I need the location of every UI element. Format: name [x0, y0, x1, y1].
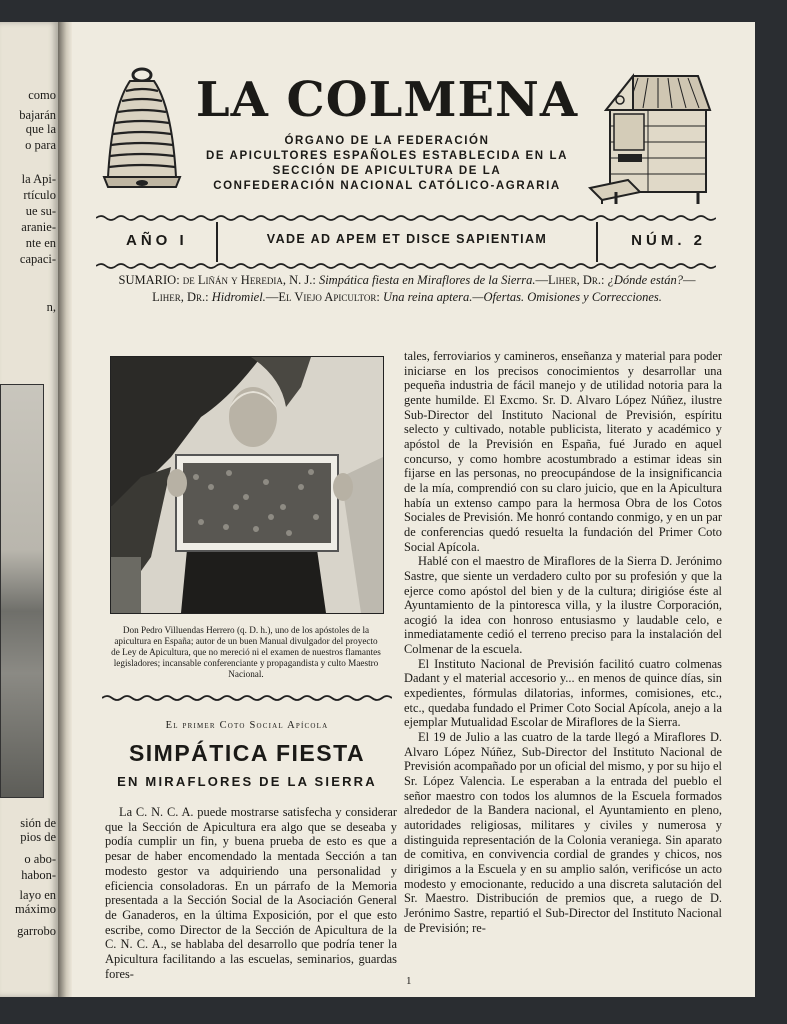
toc-title: Simpática fiesta en Miraflores de la Sierra.: [318, 273, 536, 287]
subtitle-line: SECCIÓN DE APICULTURA DE LA: [272, 165, 502, 177]
article-kicker: El primer Coto Social Apícola: [165, 720, 329, 731]
left-page-photo: [0, 384, 44, 798]
toc-title: ¿Dónde están?: [607, 273, 683, 287]
table-of-contents: [112, 272, 702, 306]
left-page-fragment: o abo-: [24, 852, 56, 866]
left-page-fragment: capaci-: [19, 252, 56, 266]
decorative-rule: [96, 214, 716, 222]
newspaper-page: [72, 22, 755, 997]
sumario-label: SUMARIO:: [118, 273, 180, 287]
page-number: 1: [406, 975, 412, 987]
skep-beehive-icon: [102, 67, 182, 195]
paragraph: El Instituto Nacional de Previsión facilitó cuatro colmenas Dadant y el material accesorio y... en menos de quince días, sin expedientes, fórmulas dilatorias, informes, comisiones, etc., etc., quedaba fundado el Primer Coto Social Apícola, anejo a la ejemplar Mutualidad Escolar de Miraflores de la Sierra.: [404, 656, 722, 730]
left-page-fragment: sión de: [20, 816, 56, 830]
toc-author: de Liñán y Heredia, N. J.:: [182, 273, 316, 287]
paragraph: Hablé con el maestro de Miraflores de la Sierra D. Jerónimo Sastre, que siente un verdadero culto por su profesión y que la ejerce como apóstol del bien y de la cultura; dirigióse éste al Ayuntamiento de la pintoresca villa, y la ilustre Corporación, acogió la idea con honroso entusiasmo y laudable celo, e inmediatamente cedió el terreno preciso para la instalación del Colmenar de la escuela.: [404, 554, 722, 657]
masthead: [187, 72, 587, 194]
article-column-2: [404, 349, 722, 935]
divider: [596, 222, 598, 262]
left-page-fragment: la Api-: [21, 172, 56, 186]
issue-number: NÚM. 2: [631, 232, 706, 249]
left-page-fragment: garrobo: [17, 924, 56, 938]
decorative-rule: [102, 694, 392, 702]
year-label: AÑO I: [126, 232, 188, 249]
left-page-fragment: n,: [46, 300, 56, 314]
paragraph: El 19 de Julio a las cuatro de la tarde llegó a Miraflores D. Alvaro López Núñez, Sub-Director del Instituto Nacional de Previsión acompañado por un oficial del mismo, y por su hijo el Sr. López Valencia. Le esperaban a la entrada del pueblo el señor maestro con todos los alumnos de la Escuela formados alrededor de la Bandera nacional, el Ayuntamiento en pleno, autoridades religiosas, militares y civiles y numerosa y distinguida representación de la Colonia veraniega. Sin aparato de comitiva, en convivencia cordial de grandes y chicos, nos dirigimos a la Escuela y en su amplio salón, verificóse un acto modesto y emocionante, reducido a una discreta salutación del Sr. Maestro. Distribución de premios que, a ruego de D. Jerónimo Sastre, repartió el Sub-Director del Instituto Nacional de Previsión; re-: [404, 730, 722, 935]
beekeeper-photo: [110, 356, 384, 614]
subtitle-line: DE APICULTORES ESPAÑOLES ESTABLECIDA EN LA: [206, 150, 568, 162]
left-page-fragment: o para: [25, 138, 56, 152]
left-page-fragment: bajarán: [19, 108, 56, 122]
issue-info-bar: [96, 222, 716, 264]
paragraph: La C. N. C. A. puede mostrarse satisfecha y considerar que la Sección de Apicultura era algo que se deseaba y podía cumplir un fin, y buena prueba de esto es que a pesar de haber encomendado la mentada Sección a tan modesto gestor va adquiriendo una personalidad y eficiencia consoladoras. En un párrafo de la Memoria presentada a la Sección Social de la Asociación General de Ganaderos, en la última Exposición, por el que esto escribe, como Director de la Sección de Apicultura de la C. N. C. A., se hablaba del desarrollo que podría tener la Apicultura facilitando a las escuelas, seminarios, guardas fores-: [105, 805, 397, 981]
left-page-fragment: layo en: [19, 888, 56, 902]
left-page-fragment: rtículo: [23, 188, 56, 202]
toc-author: —El Viejo Apicultor:: [265, 290, 380, 304]
photo-caption: Don Pedro Villuendas Herrero (q. D. h.), uno de los apóstoles de la apicultura en España; autor de un buen Manual divulgador del proyecto de Ley de Apicultura, que no mereció ni el examen de nuestros flamantes legisladores; incansable conferenciante y propagandista y culto Maestro Nacional.: [111, 625, 381, 679]
toc-title: Una reina aptera.—Ofertas.: [382, 290, 525, 304]
left-page-fragment: como: [28, 88, 56, 102]
toc-title: Omisiones y Correcciones.: [527, 290, 662, 304]
article-subheadline: EN MIRAFLORES DE LA SIERRA: [117, 774, 377, 789]
subtitle-line: ÓRGANO DE LA FEDERACIÓN: [284, 135, 490, 147]
subtitle-line: CONFEDERACIÓN NACIONAL CATÓLICO-AGRARIA: [213, 180, 561, 192]
motto: VADE AD APEM ET DISCE SAPIENTIAM: [266, 232, 548, 246]
paragraph: tales, ferroviarios y camineros, enseñanza y material para poder iniciarse en los precisos conocimientos y desarrollar una pequeña industria de fácil manejo y de utilidad notoria para la gente humilde. El Excmo. Sr. D. Alvaro López Núñez, ilustre Sub-Director del Instituto Nacional de Previsión, espíritu selecto y cultivado, notable publicista, literato y académico y apóstol de la Previsión en España, fué Jurado en aquel concurso, y como hombre acostumbrado a estimar ideas sin fijarse en las personas, no preocupándose de la insignificancia de la mía, comprendió con su claro juicio, que en la Apicultura había un extenso campo para la hermosa Obra de los Cotos Sociales de Previsión. Me honró contando conmigo, y en un par de conferencias quedó resuelta la fundación del Primer Coto Social Apícola.: [404, 349, 722, 554]
left-page-fragment: máximo: [15, 902, 56, 916]
article-column-1: [105, 805, 397, 981]
decorative-rule: [96, 262, 716, 270]
publication-subtitle: [187, 134, 587, 194]
toc-author: —Liher, Dr.:: [535, 273, 605, 287]
article-headline: SIMPÁTICA FIESTA: [128, 740, 366, 766]
left-page-fragment: que la: [25, 122, 56, 136]
left-page-fragment: nte en: [25, 236, 56, 250]
hive-house-icon: [588, 70, 713, 205]
left-page-fragment: aranie-: [21, 220, 56, 234]
left-facing-page: [0, 22, 58, 997]
publication-title: LA COLMENA: [195, 72, 579, 128]
toc-author: —Liher, Dr.:: [152, 273, 696, 304]
left-page-fragment: habon-: [21, 868, 56, 882]
book-gutter: [58, 22, 72, 997]
left-page-fragment: pios de: [20, 830, 56, 844]
left-page-fragment: ue su-: [25, 204, 56, 218]
toc-title: Hidromiel.: [211, 290, 266, 304]
